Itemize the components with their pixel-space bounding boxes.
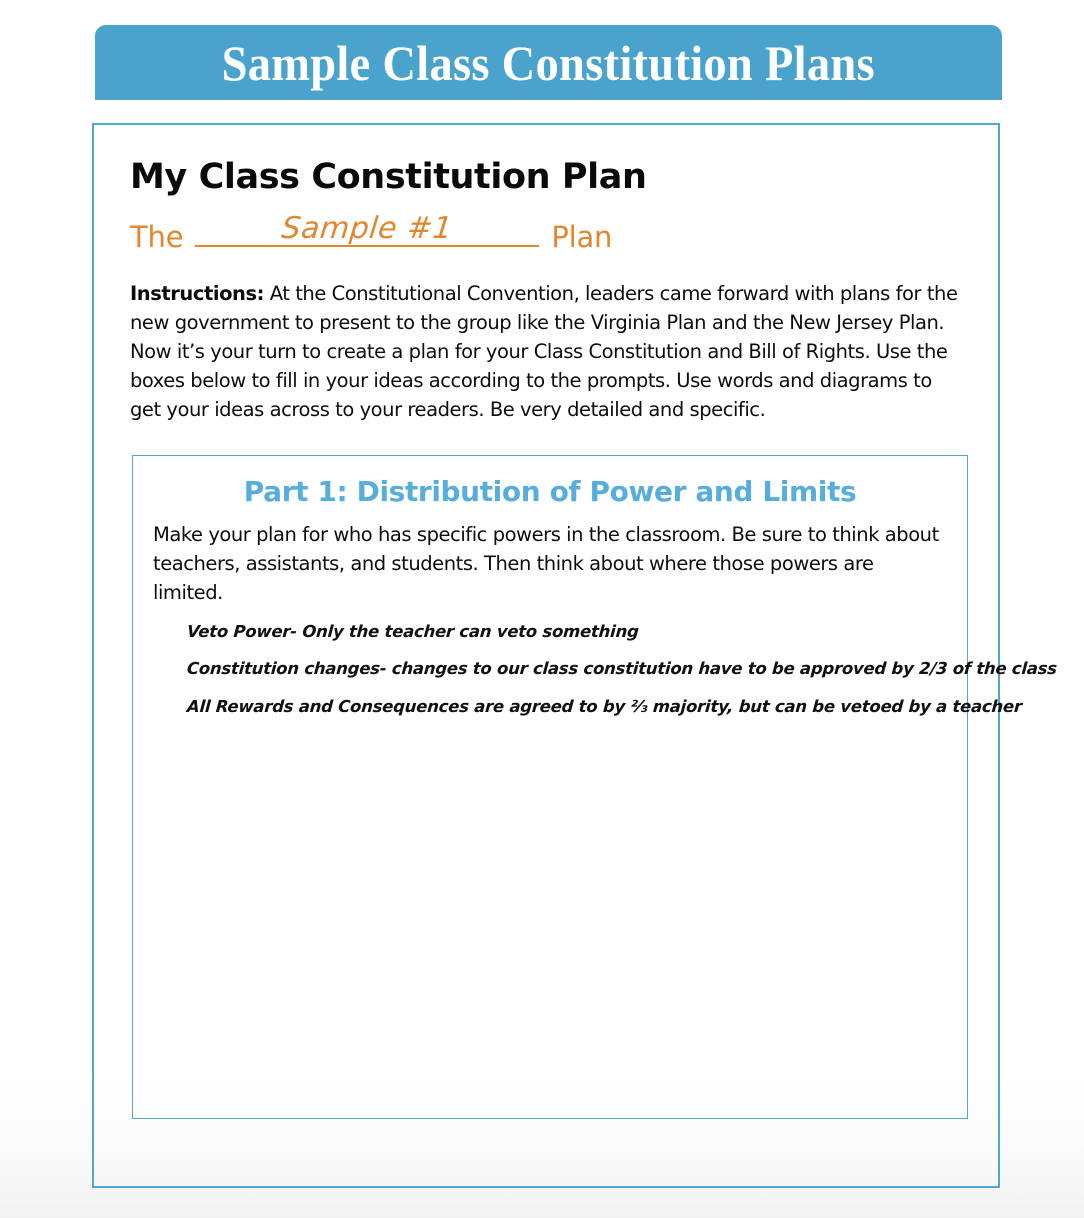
worksheet-page xyxy=(92,123,1058,1188)
page-header-banner xyxy=(95,25,1002,100)
part-1-heading: Part 1: Distribution of Power and Limits xyxy=(243,474,857,508)
plan-line-prefix: The xyxy=(130,220,184,255)
page-title: My Class Constitution Plan xyxy=(130,157,647,197)
instructions-label: Instructions: xyxy=(130,282,264,306)
part-1-answer-area[interactable] xyxy=(151,621,1058,716)
handwritten-answer-line: Constitution changes- changes to our class constitution have to be approved by 2/3 of the class xyxy=(186,659,1058,679)
instructions-text: At the Constitutional Convention, leaders came forward with plans for the new government to present to the group like the Virginia Plan and the New Jersey Plan. Now it’s your turn to create a plan for your Class Constitution and Bill of Rights. Use the boxes below to fill in your ideas according to the prompts. Use words and diagrams to get your ideas across to your readers. Be very detailed and specific. xyxy=(130,282,958,421)
plan-name-blank[interactable] xyxy=(195,213,539,247)
part-1-box xyxy=(132,455,1058,1119)
banner-title: Sample Class Constitution Plans xyxy=(221,34,876,91)
handwritten-answer-line: All Rewards and Consequences are agreed to by ⅔ majority, but can be vetoed by a teacher xyxy=(186,696,1023,716)
plan-name-handwritten-value: Sample #1 xyxy=(280,211,455,247)
part-1-prompt: Make your plan for who has specific powers in the classroom. Be sure to think about teachers, assistants, and students. Then think about where those powers are limited. xyxy=(153,523,939,605)
handwritten-answer-line: Veto Power- Only the teacher can veto something xyxy=(186,621,640,641)
plan-line-suffix: Plan xyxy=(551,220,613,255)
worksheet-content xyxy=(94,125,1058,1119)
plan-name-line xyxy=(130,213,962,254)
instructions-paragraph xyxy=(130,280,962,424)
